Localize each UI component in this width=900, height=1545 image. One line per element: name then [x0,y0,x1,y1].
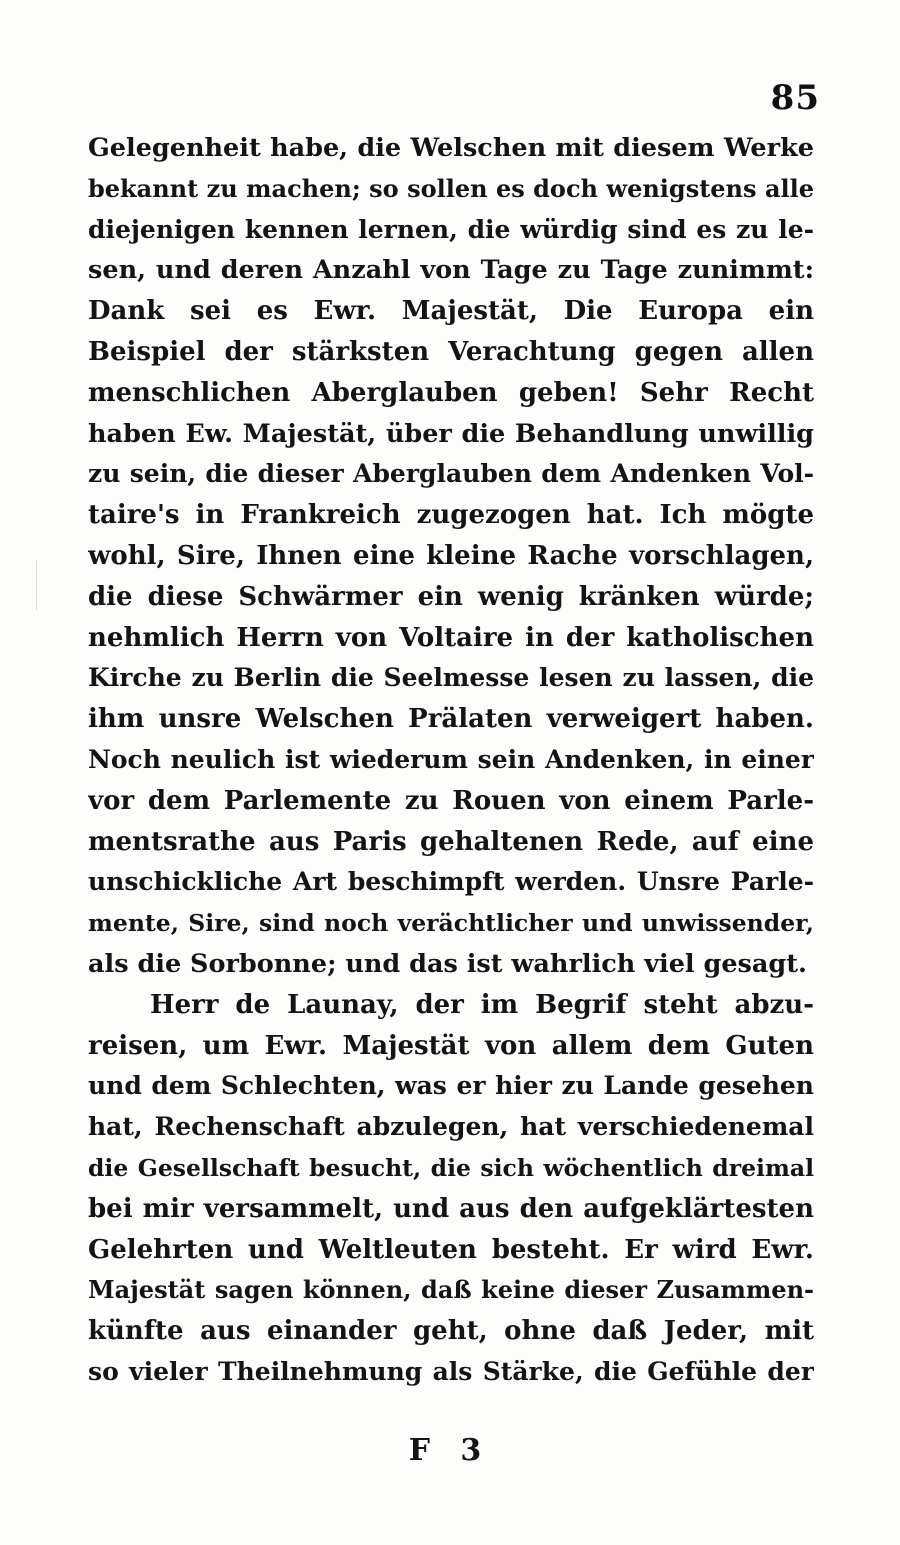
text-line: Gelehrten und Weltleuten besteht. Er wird Ewr. [88,1234,814,1265]
text-line: diejenigen kennen lernen, die würdig sind es zu le- [88,214,814,244]
text-line: Dank sei es Ewr. Majestät, Die Europa ein [88,296,814,327]
body-text [88,128,814,1393]
text-line: bei mir versammelt, und aus den aufgeklärtesten [88,1193,814,1224]
text-line: und dem Schlechten, was er hier zu Lande gesehen [88,1071,814,1101]
text-line: künfte aus einander geht, ohne daß Jeder, mit [88,1316,814,1347]
text-line: die diese Schwärmer ein wenig kränken würde; [88,581,814,612]
text-line: zu sein, die dieser Aberglauben dem Andenken Vol- [88,459,814,489]
text-line: die Gesellschaft besucht, die sich wöchentlich dreimal [88,1153,814,1182]
page-number: 85 [770,78,820,118]
text-line: reisen, um Ewr. Majestät von allem dem Guten [88,1030,814,1061]
text-line: nehmlich Herrn von Voltaire in der katholischen [88,622,814,653]
text-line: hat, Rechenschaft abzulegen, hat verschiedenemal [88,1112,814,1142]
text-line-paragraph-end: als die Sorbonne; und das ist wahrlich viel gesagt. [88,948,807,979]
text-line-paragraph-start: Herr de Launay, der im Begrif steht abzu- [150,989,814,1020]
text-line: sen, und deren Anzahl von Tage zu Tage zunimmt: [88,255,814,286]
text-line: ihm unsre Welschen Prälaten verweigert haben. [88,704,814,735]
text-line: mentsrathe aus Paris gehaltenen Rede, auf eine [88,826,814,857]
text-line: so vieler Theilnehmung als Stärke, die Gefühle der [88,1356,814,1386]
text-line: Kirche zu Berlin die Seelmesse lesen zu lassen, die [88,663,814,693]
text-line: Beispiel der stärksten Verachtung gegen allen [88,336,814,367]
text-line: vor dem Parlemente zu Rouen von einem Parle- [88,785,814,816]
text-line: unschickliche Art beschimpft werden. Unsre Parle- [88,867,814,897]
text-line: taire's in Frankreich zugezogen hat. Ich mögte [88,500,814,531]
text-line: haben Ew. Majestät, über die Behandlung unwillig [88,418,814,449]
text-line: Noch neulich ist wiederum sein Andenken, in einer [88,744,814,774]
signature-mark: F 3 [408,1433,492,1468]
text-line: wohl, Sire, Ihnen eine kleine Rache vorschlagen, [88,540,814,571]
text-line: menschlichen Aberglauben geben! Sehr Recht [88,377,814,408]
text-line: Majestät sagen können, daß keine dieser Zusammen- [88,1275,814,1305]
text-line: mente, Sire, sind noch verächtlicher und unwissender, [88,909,814,938]
text-line: Gelegenheit habe, die Welschen mit diesem Werke [88,133,814,163]
text-line: bekannt zu machen; so sollen es doch wenigstens alle [88,173,814,203]
margin-mark [36,560,37,610]
